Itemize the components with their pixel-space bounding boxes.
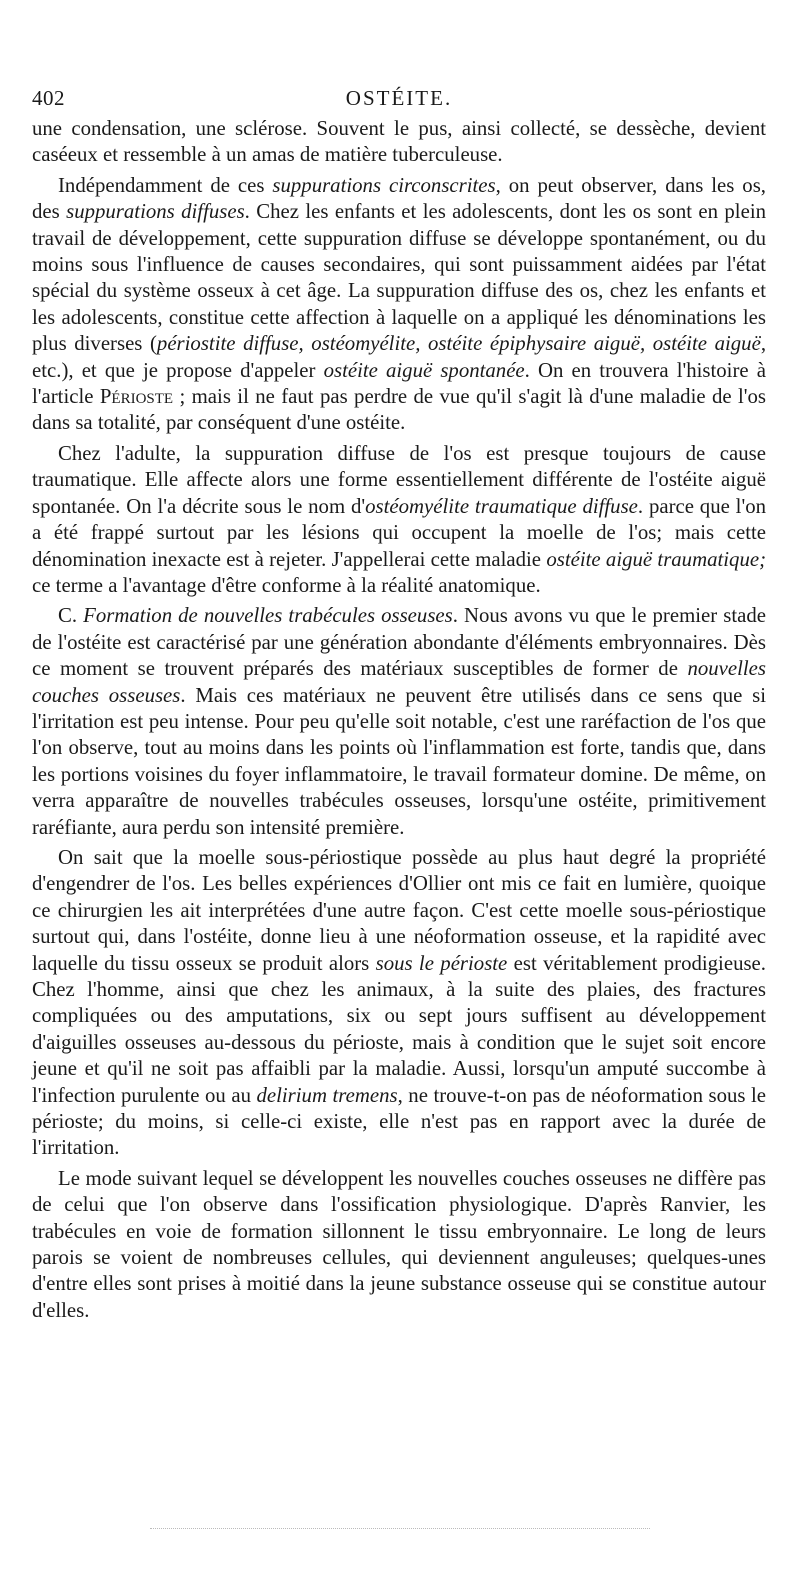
- paragraph: [32, 603, 766, 841]
- body-text: [32, 116, 766, 1324]
- paragraph: [32, 173, 766, 437]
- text-run: . On en trouvera l'histoire à l'article: [32, 358, 766, 409]
- italic-text: suppurations diffuses: [66, 200, 245, 224]
- text-run: . Mais ces matériaux ne peuvent être utilisés dans ce sens que si l'irritation est peu intense. Pour peu qu'elle soit notable, c'est une raréfaction de l'os que l'on observe, tout au moins dans les points où l'inflammation est forte, tandis que, dans les portions voisines du foyer inflammatoire, le travail formateur domine. De même, on verra apparaître de nouvelles trabécules osseuses, lorsqu'une ostéite, primitivement raréfiante, aura perdu son intensité première.: [32, 683, 766, 839]
- page-number: 402: [32, 86, 65, 110]
- text-run: Indépendamment de ces: [58, 173, 273, 197]
- page-header: [32, 86, 766, 116]
- italic-text: Formation de nouvelles trabécules osseuses: [83, 604, 453, 628]
- italic-text: nouvelles couches osseuses: [32, 657, 766, 707]
- text-run: est véritablement prodigieuse. Chez l'homme, ainsi que chez les animaux, à la suite des plaies, des fractures compliquées ou des amputations, six ou sept jours suffisent au développement d'aiguilles osseuses au-dessous du périoste, mais à condition que le sujet soit encore jeune et qu'il ne soit pas affaibli par la maladie. Aussi, lorsqu'un amputé succombe à l'infection purulente ou au: [32, 951, 766, 1107]
- footer-rule: [150, 1528, 650, 1529]
- text-run: une condensation, une sclérose. Souvent le pus, ainsi collecté, se dessèche, devient caséeux et ressemble à un amas de matière tuberculeuse.: [32, 117, 766, 167]
- paragraph: [32, 845, 766, 1162]
- book-page: [32, 86, 766, 1324]
- text-run: , ne trouve-t-on pas de néoformation sous le périoste; du moins, si celle-ci existe, elle n'est pas en rapport avec la durée de l'irritation.: [32, 1083, 766, 1160]
- text-run: On sait que la moelle sous-périostique possède au plus haut degré la propriété d'engendrer de l'os. Les belles expériences d'Ollier ont mis ce fait en lumière, quoique ce chirurgien les ait interprétées d'une autre façon. C'est cette moelle sous-périostique surtout qui, dans l'ostéite, donne lieu à une néoformation osseuse, et la rapidité avec laquelle du tissu osseux se produit alors: [32, 845, 766, 975]
- italic-text: delirium tremens: [256, 1083, 398, 1107]
- text-run: Le mode suivant lequel se développent les nouvelles couches osseuses ne diffère pas de celui que l'on observe dans l'ossification physiologique. D'après Ranvier, les trabécules en voie de formation sillonnent le tissu embryonnaire. Le long de leurs parois se voient de nombreuses cellules, qui deviennent anguleuses; quelques-unes d'entre elles sont prises à moitié dans la jeune substance osseuse qui se constitue autour d'elles.: [32, 1166, 766, 1322]
- italic-text: ostéite aiguë traumatique;: [546, 547, 767, 571]
- text-run: C.: [58, 604, 84, 628]
- small-caps-text: Périoste: [99, 385, 174, 409]
- italic-text: suppurations circonscrites: [272, 173, 496, 197]
- text-run: , etc.), et que je propose d'appeler: [32, 332, 767, 382]
- text-run: ce terme a l'avantage d'être conforme à la réalité anatomique.: [32, 573, 541, 597]
- paragraph: [32, 1166, 766, 1324]
- running-title: OSTÉITE.: [345, 86, 453, 110]
- text-run: , on peut observer, dans les os, des: [32, 173, 767, 224]
- italic-text: ostéite aiguë spontanée: [323, 358, 525, 382]
- italic-text: périostite diffuse, ostéomyélite, ostéite épiphysaire aiguë, ostéite aiguë: [156, 332, 761, 356]
- paragraph: [32, 116, 766, 169]
- italic-text: ostéomyélite traumatique diffuse: [365, 494, 638, 518]
- text-run: . Chez les enfants et les adolescents, dont les os sont en plein travail de développement, cette suppuration diffuse se développe spontanément, ou du moins sous l'influence de causes secondaires, qui sont puissamment aidées par l'état spécial du système osseux à cet âge. La suppuration diffuse des os, chez les enfants et les adolescents, constitue cette affection à laquelle on a appliqué les dénominations les plus diverses (: [32, 200, 766, 356]
- text-run: . Nous avons vu que le premier stade de l'ostéite est caractérisé par une génération abondante d'éléments embryonnaires. Dès ce moment se trouvent préparés des matériaux susceptibles de former de: [32, 604, 766, 681]
- text-run: . parce que l'on a été frappé surtout par les lésions qui occupent la moelle de l'os; mais cette dénomination inexacte est à rejeter. J'appellerai cette maladie: [32, 494, 767, 571]
- paragraph: [32, 441, 766, 599]
- text-run: Chez l'adulte, la suppuration diffuse de l'os est presque toujours de cause traumatique. Elle affecte alors une forme essentiellement différente de l'ostéite aiguë spontanée. On l'a décrite sous le nom d': [32, 441, 766, 518]
- text-run: ; mais il ne faut pas perdre de vue qu'il s'agit là d'une maladie de l'os dans sa totalité, par conséquent d'une ostéite.: [32, 385, 766, 435]
- italic-text: sous le périoste: [375, 951, 508, 975]
